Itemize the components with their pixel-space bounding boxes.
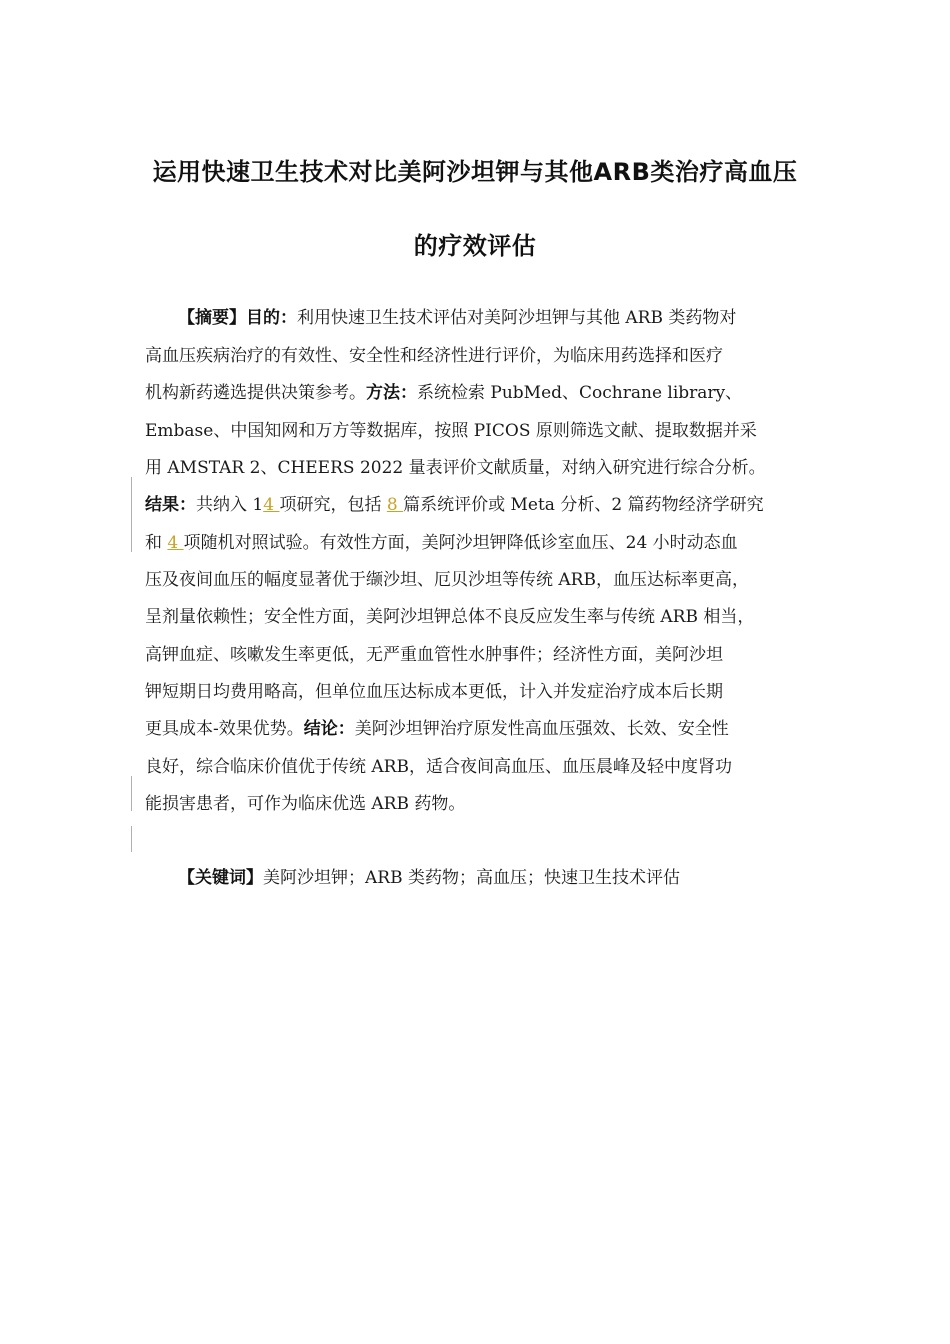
abstract-text: 系统检索 PubMed、Cochrane library、 [417,383,743,403]
abstract-line-1 [178,306,810,330]
abstract-line-8 [145,568,810,592]
objective-label: 目的： [246,308,297,328]
abstract-text: 篇系统评价或 Meta 分析、2 篇药物经济学研究 [403,495,764,515]
abstract-label: 【摘要】 [178,308,246,328]
abstract-text: 共纳入 1 [196,495,264,515]
abstract-line-3 [145,381,810,405]
abstract-line-2 [145,344,810,368]
abstract-text: 钾短期日均费用略高，但单位血压达标成本更低，计入并发症治疗成本后长期 [145,682,723,702]
abstract-text: 和 [145,533,168,553]
title-line-1: 运用快速卫生技术对比美阿沙坦钾与其他ARB类治疗高血压 [152,158,798,186]
abstract-text: 良好，综合临床价值优于传统 ARB，适合夜间高血压、血压晨峰及轻中度肾功 [145,757,732,777]
abstract-text: 项研究，包括 [279,495,387,515]
count-link[interactable]: 4 [167,533,184,553]
abstract-text: 美阿沙坦钾治疗原发性高血压强效、长效、安全性 [354,719,729,739]
abstract-text: 机构新药遴选提供决策参考。 [145,383,366,403]
abstract-text: 高血压疾病治疗的有效性、安全性和经济性进行评价，为临床用药选择和医疗 [145,346,723,366]
abstract-text: 用 AMSTAR 2、CHEERS 2022 量表评价文献质量，对纳入研究进行综合分析。 [145,458,766,478]
abstract-line-9 [145,605,810,629]
abstract-line-10 [145,643,810,667]
keywords-text: 美阿沙坦钾；ARB 类药物；高血压；快速卫生技术评估 [263,868,680,888]
abstract-line-7 [145,531,810,555]
abstract-line-6 [145,493,810,517]
abstract-line-14 [145,792,810,816]
title-line-2: 的疗效评估 [413,232,537,260]
abstract-text: 压及夜间血压的幅度显著优于缬沙坦、厄贝沙坦等传统 ARB，血压达标率更高， [145,570,749,590]
abstract-text: 利用快速卫生技术评估对美阿沙坦钾与其他 ARB 类药物对 [297,308,737,328]
count-link[interactable]: 4 [263,495,280,515]
conclusion-label: 结论： [303,719,355,739]
revision-bar [131,477,132,552]
result-label: 结果： [145,495,196,515]
abstract-line-5 [145,456,810,480]
revision-bar [131,776,132,811]
keywords-label: 【关键词】 [178,868,263,888]
abstract-line-13 [145,755,810,779]
abstract-text: 高钾血症、咳嗽发生率更低，无严重血管性水肿事件；经济性方面，美阿沙坦 [145,645,723,665]
abstract-text: 呈剂量依赖性；安全性方面，美阿沙坦钾总体不良反应发生率与传统 ARB 相当， [145,607,755,627]
abstract-line-11 [145,680,810,704]
abstract-text: 更具成本-效果优势。 [145,719,304,739]
abstract-text: 能损害患者，可作为临床优选 ARB 药物。 [145,794,466,814]
keywords-line [178,866,810,890]
revision-bar [131,826,132,852]
abstract-text: Embase、中国知网和万方等数据库，按照 PICOS 原则筛选文献、提取数据并采 [145,421,757,441]
method-label: 方法： [366,383,417,403]
count-link[interactable]: 8 [386,495,404,515]
abstract-line-12 [145,717,810,741]
abstract-text: 项随机对照试验。有效性方面，美阿沙坦钾降低诊室血压、24 小时动态血 [183,533,738,553]
abstract-line-4 [145,419,810,443]
